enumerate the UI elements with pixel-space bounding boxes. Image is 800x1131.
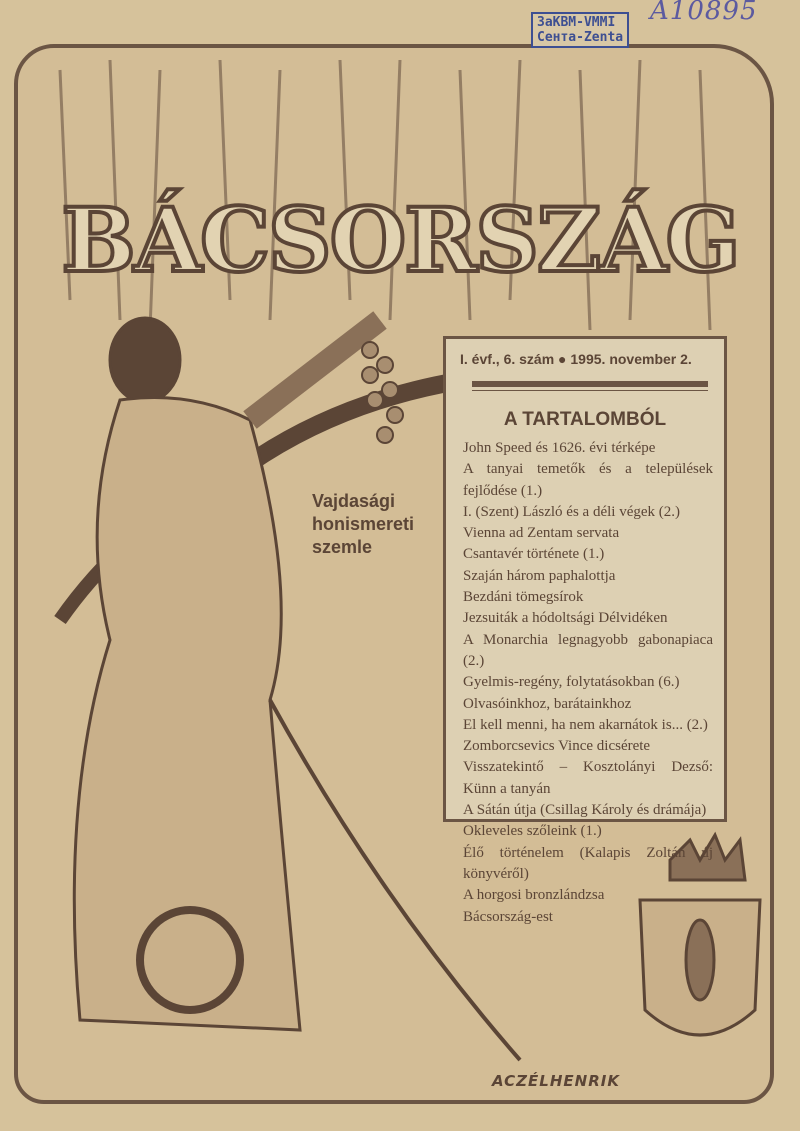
contents-item: Gyelmis-regény, folytatásokban (6.) [463, 674, 680, 691]
subtitle-line: szemle [312, 537, 373, 557]
masthead-title: BÁCSORSZÁG [61, 188, 739, 292]
contents-item: Élő történelem (Kalapis Zoltán új könyvéről) [463, 844, 713, 882]
masthead-subtitle [312, 490, 414, 559]
artist-signature: ACZÉLHENRIK [492, 1072, 620, 1090]
stamp-line-2: Сента-Zenta [537, 30, 624, 45]
contents-item: A Monarchia legnagyobb gabonapiaca (2.) [463, 631, 713, 669]
handwritten-inventory-number: A10895 [650, 0, 758, 26]
contents-item: Visszatekintő – Kosztolányi Dezső: Künn a tanyán [463, 759, 713, 797]
contents-item: Vienna ad Zentam servata [463, 525, 620, 542]
stamp-line-1: ЗаКВМ-VMMI [537, 15, 616, 30]
contents-item: Csantavér története (1.) [463, 546, 605, 563]
contents-item: A horgosi bronzlándzsa [463, 887, 605, 904]
contents-box [443, 336, 727, 925]
subtitle-line: Vajdasági [312, 491, 396, 511]
contents-item: Okleveles szőleink (1.) [463, 823, 602, 840]
contents-item: El kell menni, ha nem akarnátok is... (2.) [463, 716, 708, 733]
contents-item: A Sátán útja (Csillag Károly és drámája) [463, 802, 707, 819]
contents-item: Olvasóinkhoz, barátainkhoz [463, 695, 632, 712]
library-stamp [531, 12, 629, 48]
contents-item: Szaján három paphalottja [463, 567, 616, 584]
contents-item: John Speed és 1626. évi térképe [463, 440, 656, 456]
contents-list [463, 438, 713, 928]
divider [472, 390, 708, 391]
issue-line: I. évf., 6. szám ● 1995. november 2. [460, 351, 692, 367]
contents-item: A tanyai temetők és a települések fejlődése (1.) [463, 461, 713, 499]
contents-item: Bezdáni tömegsírok [463, 589, 584, 606]
contents-item: I. (Szent) László és a déli végek (2.) [463, 503, 680, 520]
contents-heading: A TARTALOMBÓL [503, 409, 667, 430]
contents-item: Jezsuiták a hódoltsági Délvidéken [463, 610, 668, 627]
subtitle-line: honismereti [312, 514, 415, 534]
contents-item: Bácsország-est [463, 908, 553, 925]
grapes-bunch [362, 342, 403, 443]
divider [472, 381, 708, 387]
contents-item: Zomborcsevics Vince dicsérete [463, 738, 651, 755]
